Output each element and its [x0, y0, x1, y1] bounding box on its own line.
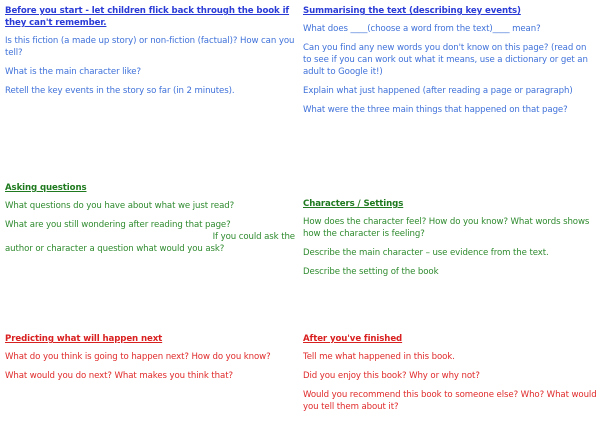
- main-character-question: What is the main character like?: [5, 67, 141, 77]
- after-finished-section: [303, 333, 597, 420]
- ask-author-line-end: author or character a question what would you ask?: [5, 244, 225, 254]
- happen-next-question: What do you think is going to happen next? How do you know?: [5, 352, 271, 362]
- predicting-section: [5, 333, 295, 389]
- new-words-question: Can you find any new words you don't know on this page? (read on to see if you can work out what it means, use a dictionary or get an adult to Google it!): [303, 43, 588, 77]
- word-meaning-question: What does ____(choose a word from the text)____ mean?: [303, 24, 541, 34]
- recommend-question: Would you recommend this book to someone else? Who? What would you tell them about it?: [303, 390, 597, 412]
- do-next-question: What would you do next? What makes you think that?: [5, 371, 233, 381]
- predicting-heading: Predicting what will happen next: [5, 334, 163, 344]
- characters-settings-section: [303, 198, 597, 285]
- explain-question: Explain what just happened (after reading a page or paragraph): [303, 86, 573, 96]
- ask-author-line-start: If you could ask the: [212, 232, 295, 242]
- before-you-start-section: [5, 5, 299, 104]
- before-you-start-heading: Before you start - let children flick back through the book if they can't remember.: [5, 6, 290, 28]
- summarising-section: [303, 5, 597, 123]
- character-feel-question: How does the character feel? How do you know? What words shows how the character is feeling?: [303, 217, 590, 239]
- describe-setting-question: Describe the setting of the book: [303, 267, 439, 277]
- questions-question: What questions do you have about what we just read?: [5, 201, 235, 211]
- enjoy-question: Did you enjoy this book? Why or why not?: [303, 371, 480, 381]
- wondering-question: [5, 219, 295, 255]
- asking-questions-heading: Asking questions: [5, 183, 87, 193]
- summarising-heading: Summarising the text (describing key events): [303, 6, 521, 16]
- retell-question: Retell the key events in the story so far (in 2 minutes).: [5, 86, 235, 96]
- wondering-line: What are you still wondering after reading that page?: [5, 220, 231, 230]
- fiction-question: Is this fiction (a made up story) or non-fiction (factual)? How can you tell?: [5, 36, 295, 58]
- characters-settings-heading: Characters / Settings: [303, 199, 404, 209]
- describe-character-question: Describe the main character – use evidence from the text.: [303, 248, 549, 258]
- tell-me-question: Tell me what happened in this book.: [303, 352, 455, 362]
- after-finished-heading: After you've finished: [303, 334, 403, 344]
- three-things-question: What were the three main things that happened on that page?: [303, 105, 568, 115]
- asking-questions-section: [5, 182, 295, 255]
